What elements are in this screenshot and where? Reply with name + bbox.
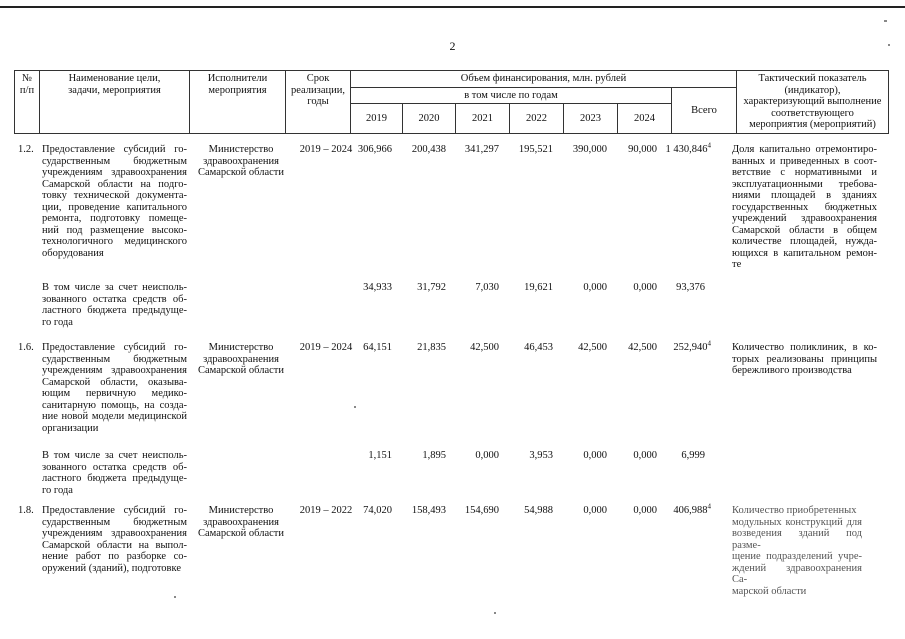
- row-indicator: Количество приобретенных модульных конструкций для возведения зданий под разме- щение подразделений учре- ждений здравоохранения Са- марской области: [732, 505, 862, 597]
- header-period: Срок реализации, годы: [286, 71, 351, 134]
- table-body: [14, 134, 888, 639]
- row-value-2021: 341,297: [464, 144, 499, 155]
- header-year: 2021: [456, 104, 510, 134]
- row-value-2023: 0,000: [583, 505, 607, 516]
- header-year: 2022: [510, 104, 564, 134]
- scan-speck: [354, 406, 356, 408]
- row-value-2022: 19,621: [524, 282, 553, 293]
- row-name: Предоставление субсидий го- сударственным бюджетным учреждениям здравоохранения Самарской области на подго- товку технической документа- ции, проведение капитального ремонта, подготовку помеще- ний под размещение высоко- технологичного медицинского оборудования: [42, 144, 187, 259]
- scan-edge-line: [0, 6, 905, 8]
- row-value-2020: 200,438: [411, 144, 446, 155]
- scan-speck: [494, 612, 496, 614]
- row-value-2022: 46,453: [524, 342, 553, 353]
- row-executor: Министерство здравоохранения Самарской области: [198, 342, 284, 376]
- row-value-2024: 0,000: [633, 505, 657, 516]
- header-by-years: в том числе по годам: [351, 87, 672, 104]
- row-value-2019: 74,020: [363, 505, 392, 516]
- row-value-2023: 0,000: [583, 282, 607, 293]
- table-header: [14, 70, 889, 134]
- scan-speck: [174, 596, 176, 598]
- row-name: Предоставление субсидий го- сударственным бюджетным учреждениям здравоохранения Самарской области на выпол- нение работ по разборке со- оружений (зданий), подготовке: [42, 505, 187, 574]
- row-value-2022: 54,988: [524, 505, 553, 516]
- row-value-2020: 31,792: [417, 282, 446, 293]
- header-year: 2023: [564, 104, 618, 134]
- header-total: Всего: [672, 87, 737, 134]
- row-value-2019: 64,151: [363, 342, 392, 353]
- row-total: 252,940$^4$: [673, 339, 711, 353]
- row-num: 1.6.: [18, 342, 34, 353]
- row-name: В том числе за счет неисполь- зованного остатка средств об- ластного бюджета предыдуще- го года: [42, 282, 187, 328]
- row-num: 1.8.: [18, 505, 34, 516]
- scan-speck: [888, 44, 890, 46]
- header-executors: Исполнители мероприятия: [190, 71, 286, 134]
- row-value-2024: 90,000: [628, 144, 657, 155]
- header-year: 2020: [403, 104, 456, 134]
- row-value-2023: 390,000: [572, 144, 607, 155]
- row-num: 1.2.: [18, 144, 34, 155]
- row-value-2024: 0,000: [633, 282, 657, 293]
- row-name: Предоставление субсидий го- сударственным бюджетным учреждениям здравоохранения Самарской области, оказыва- ющим первичную медико- санитарную помощь, на созда- ние новой модели медицинской организации: [42, 342, 187, 434]
- row-value-2019: 306,966: [357, 144, 392, 155]
- row-value-2020: 21,835: [417, 342, 446, 353]
- row-indicator: Количество поликлиник, в ко- торых реализованы принципы бережливого производства: [732, 342, 877, 376]
- row-executor: Министерство здравоохранения Самарской области: [198, 505, 284, 539]
- row-value-2020: 158,493: [411, 505, 446, 516]
- row-value-2021: 7,030: [475, 282, 499, 293]
- header-funding: Объем финансирования, млн. рублей: [351, 71, 737, 88]
- row-value-2022: 195,521: [518, 144, 553, 155]
- row-value-2022: 3,953: [529, 450, 553, 461]
- row-period: 2019 – 2024: [299, 342, 353, 353]
- header-year: 2024: [618, 104, 672, 134]
- header-indicator: Тактический показатель (индикатор), характеризующий выполнение соответствующего мероприятия (мероприятий): [737, 71, 889, 134]
- row-value-2023: 0,000: [583, 450, 607, 461]
- header-year: 2019: [351, 104, 403, 134]
- page-number: 2: [449, 39, 456, 53]
- row-value-2019: 34,933: [363, 282, 392, 293]
- row-indicator: Доля капитально отремонтиро- ванных и приведенных в соот- ветствие с нормативными и эксплуатационными требова- ниями площадей в зданиях государственных бюджетных учреждений здравоохранения Самарской области в общем количестве площадей, нужда- ющихся в капитальном ремон- те: [732, 144, 877, 270]
- row-value-2023: 42,500: [578, 342, 607, 353]
- row-value-2019: 1,151: [368, 450, 392, 461]
- row-value-2021: 42,500: [470, 342, 499, 353]
- row-executor: Министерство здравоохранения Самарской области: [198, 144, 284, 178]
- header-num: № п/п: [15, 71, 40, 134]
- row-value-2021: 0,000: [475, 450, 499, 461]
- row-total: 406,988$^4$: [673, 502, 711, 516]
- row-name: В том числе за счет неисполь- зованного остатка средств об- ластного бюджета предыдуще- го года: [42, 450, 187, 496]
- row-period: 2019 – 2024: [299, 144, 353, 155]
- row-period: 2019 – 2022: [299, 505, 353, 516]
- scan-speck: [884, 20, 887, 22]
- row-total: 93,376: [676, 282, 705, 293]
- header-name: Наименование цели, задачи, мероприятия: [40, 71, 190, 134]
- row-total: 1 430,846$^4$: [665, 141, 711, 155]
- row-value-2024: 0,000: [633, 450, 657, 461]
- row-value-2021: 154,690: [464, 505, 499, 516]
- row-value-2020: 1,895: [422, 450, 446, 461]
- row-value-2024: 42,500: [628, 342, 657, 353]
- row-total: 6,999: [681, 450, 705, 461]
